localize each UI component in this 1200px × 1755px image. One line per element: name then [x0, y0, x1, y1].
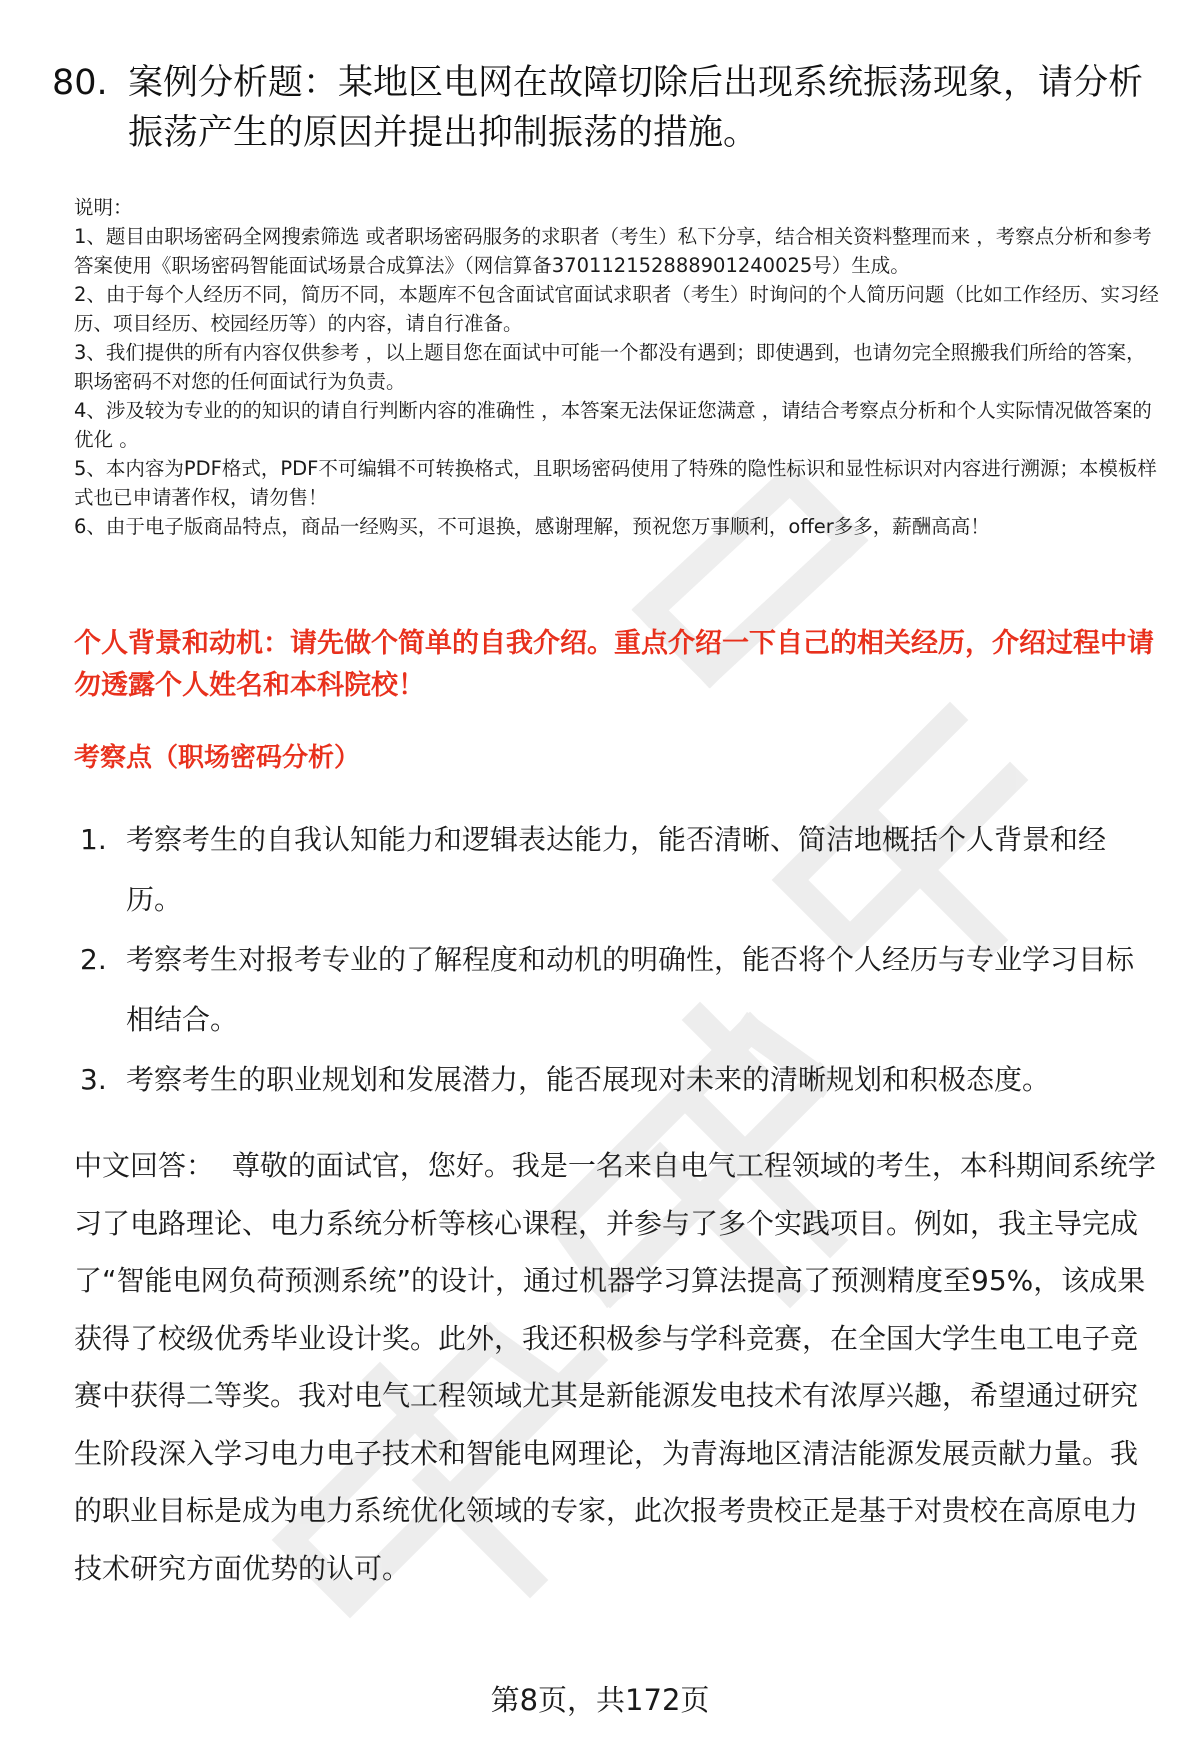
note-item: 1、题目由职场密码全网搜索筛选 或者职场密码服务的求职者（考生）私下分享，结合相关资料整理而来 ，考察点分析和参考答案使用《职场密码智能面试场景合成算法》（网信算备370112152888901240025号）生成。 — [74, 225, 1152, 277]
note-item: 5、本内容为PDF格式，PDF不可编辑不可转换格式，且职场密码使用了特殊的隐性标识和显性标识对内容进行溯源；本模板样式也已申请著作权，请勿售！ — [74, 457, 1157, 509]
list-item — [80, 930, 1160, 1050]
point-number: 3. — [80, 1063, 107, 1096]
question-number: 80. — [52, 63, 108, 103]
question-text: 案例分析题：某地区电网在故障切除后出现系统振荡现象，请分析振荡产生的原因并提出抑制振荡的措施。 — [128, 63, 1144, 153]
notes-block — [74, 193, 1160, 541]
list-item — [80, 1050, 1160, 1110]
analysis-heading: 考察点（职场密码分析） — [74, 743, 361, 773]
answer-label: 中文回答： — [74, 1149, 215, 1182]
analysis-points — [80, 810, 1160, 1110]
note-item: 6、由于电子版商品特点，商品一经购买，不可退换，感谢理解，预祝您万事顺利，offer多多，薪酬高高！ — [74, 515, 990, 538]
question-title — [52, 58, 1152, 158]
note-item: 3、我们提供的所有内容仅供参考 ，以上题目您在面试中可能一个都没有遇到；即使遇到，也请勿完全照搬我们所给的答案，职场密码不对您的任何面试行为负责。 — [74, 341, 1146, 393]
notes-heading: 说明： — [74, 196, 133, 219]
point-number: 1. — [80, 823, 107, 856]
point-text: 考察考生对报考专业的了解程度和动机的明确性，能否将个人经历与专业学习目标相结合。 — [126, 943, 1135, 1036]
point-text: 考察考生的自我认知能力和逻辑表达能力，能否清晰、简洁地概括个人背景和经历。 — [126, 823, 1107, 916]
note-item: 4、涉及较为专业的的知识的请自行判断内容的准确性 ，本答案无法保证您满意 ，请结合考察点分析和个人实际情况做答案的优化 。 — [74, 399, 1152, 451]
point-text: 考察考生的职业规划和发展潜力，能否展现对未来的清晰规划和积极态度。 — [126, 1063, 1051, 1096]
answer-text: 尊敬的面试官，您好。我是一名来自电气工程领域的考生，本科期间系统学习了电路理论、电力系统分析等核心课程，并参与了多个实践项目。例如，我主导完成了“智能电网负荷预测系统”的设计，通过机器学习算法提高了预测精度至95%，该成果获得了校级优秀毕业设计奖。此外，我还积极参与学科竞赛，在全国大学生电工电子竞赛中获得二等奖。我对电气工程领域尤其是新能源发电技术有浓厚兴趣，希望通过研究生阶段深入学习电力电子技术和智能电网理论，为青海地区清洁能源发展贡献力量。我的职业目标是成为电力系统优化领域的专家，此次报考贵校正是基于对贵校在高原电力技术研究方面优势的认可。 — [74, 1149, 1156, 1585]
note-item: 2、由于每个人经历不同，简历不同，本题库不包含面试官面试求职者（考生）时询问的个人简历问题（比如工作经历、实习经历、项目经历、校园经历等）的内容，请自行准备。 — [74, 283, 1159, 335]
list-item — [80, 810, 1160, 930]
page-footer: 第8页，共172页 — [490, 1683, 710, 1717]
background-question: 个人背景和动机：请先做个简单的自我介绍。重点介绍一下自己的相关经历，介绍过程中请勿透露个人姓名和本科院校！ — [74, 628, 1154, 701]
answer-paragraph — [74, 1137, 1160, 1597]
point-number: 2. — [80, 943, 107, 976]
